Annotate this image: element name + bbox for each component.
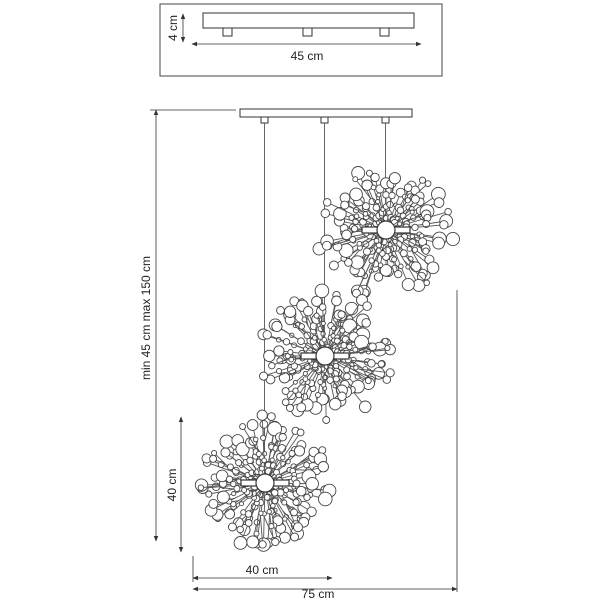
crystal-bead xyxy=(260,420,268,428)
crystal-bead xyxy=(272,321,282,331)
shade-hub-bulb xyxy=(377,221,395,239)
crystal-bead xyxy=(419,177,425,183)
crystal-bead xyxy=(323,417,330,424)
crystal-bead xyxy=(289,451,295,457)
crystal-bead xyxy=(371,173,379,181)
crystal-bead xyxy=(228,523,236,531)
crystal-bead xyxy=(334,338,340,344)
crystal-bead xyxy=(315,393,320,398)
crystal-bead xyxy=(293,388,298,393)
crystal-bead xyxy=(245,520,252,527)
shade-hub-bulb xyxy=(316,347,334,365)
crystal-bead xyxy=(234,537,247,550)
crystal-bead xyxy=(240,424,246,430)
crystal-bead xyxy=(282,399,289,406)
crystal-bead xyxy=(323,375,327,379)
crystal-bead xyxy=(363,302,372,311)
crystal-bead xyxy=(269,363,275,369)
crystal-bead xyxy=(376,200,380,204)
crystal-bead xyxy=(363,203,370,210)
crystal-bead xyxy=(279,532,290,543)
crystal-bead xyxy=(264,350,275,361)
crystal-bead xyxy=(277,307,285,315)
crystal-bead xyxy=(392,257,397,262)
crystal-bead xyxy=(405,198,410,203)
crystal-bead xyxy=(340,328,345,333)
crystal-bead xyxy=(329,261,338,270)
total-height-label: min 45 cm max 150 cm xyxy=(139,255,153,381)
crystal-bead xyxy=(363,212,368,217)
crystal-bead xyxy=(301,394,307,400)
crystal-bead xyxy=(399,264,404,269)
crystal-bead xyxy=(209,499,218,508)
crystal-bead xyxy=(318,380,323,385)
shade-top xyxy=(313,167,460,299)
shade-width-label: 40 cm xyxy=(245,563,279,577)
crystal-bead xyxy=(254,531,259,536)
crystal-bead xyxy=(341,201,349,209)
crystal-bead xyxy=(298,338,305,345)
crystal-bead xyxy=(411,262,421,272)
crystal-bead xyxy=(241,510,246,515)
crystal-bead xyxy=(293,499,299,505)
crystal-bead xyxy=(362,180,372,190)
shade-hub-bulb xyxy=(256,474,274,492)
crystal-bead xyxy=(293,480,300,487)
crystal-bead xyxy=(299,324,305,330)
canopy-clamp-left xyxy=(261,117,268,123)
crystal-bead xyxy=(342,230,352,240)
crystal-bead xyxy=(423,248,429,254)
crystal-bead xyxy=(323,199,331,207)
crystal-bead xyxy=(281,456,285,460)
crystal-bead xyxy=(268,413,276,421)
crystal-bead xyxy=(256,451,261,456)
canopy-clamp-center xyxy=(321,117,328,123)
crystal-bead xyxy=(354,366,358,370)
crystal-bead xyxy=(385,346,390,351)
crystal-bead xyxy=(341,342,347,348)
crystal-bead xyxy=(318,462,328,472)
crystal-bead xyxy=(276,369,281,374)
crystal-bead xyxy=(371,185,376,190)
crystal-bead xyxy=(288,350,293,355)
crystal-bead xyxy=(278,445,286,453)
crystal-bead xyxy=(242,488,247,493)
crystal-bead xyxy=(322,241,331,250)
crystal-bead xyxy=(424,280,430,286)
crystal-bead xyxy=(296,486,306,496)
shade-middle xyxy=(258,284,396,423)
crystal-bead xyxy=(220,435,233,448)
crystal-bead xyxy=(291,509,298,516)
canopy-mount-right xyxy=(380,28,389,36)
crystal-bead xyxy=(329,398,341,410)
crystal-bead xyxy=(349,215,354,220)
crystal-bead xyxy=(332,296,342,306)
crystal-bead xyxy=(333,376,339,382)
crystal-bead xyxy=(338,311,345,318)
crystal-bead xyxy=(319,304,326,311)
crystal-bead xyxy=(397,207,404,214)
crystal-bead xyxy=(198,485,204,491)
crystal-bead xyxy=(363,248,370,255)
crystal-bead xyxy=(284,306,295,317)
crystal-bead xyxy=(236,460,242,466)
crystal-bead xyxy=(283,339,289,345)
crystal-bead xyxy=(294,523,303,532)
crystal-bead xyxy=(227,464,233,470)
crystal-bead xyxy=(368,360,376,368)
shade-height-label: 40 cm xyxy=(165,468,179,502)
canopy-width-label: 45 cm xyxy=(290,49,324,63)
crystal-bead xyxy=(357,241,362,246)
crystal-bead xyxy=(237,526,244,533)
crystal-bead xyxy=(283,517,287,521)
crystal-bead xyxy=(434,198,444,208)
crystal-bead xyxy=(389,173,400,184)
crystal-bead xyxy=(321,321,325,325)
crystal-bead xyxy=(410,210,414,214)
canopy-height-label: 4 cm xyxy=(166,14,180,42)
crystal-bead xyxy=(404,184,412,192)
crystal-bead xyxy=(407,247,412,252)
crystal-bead xyxy=(271,503,276,508)
crystal-bead xyxy=(369,258,374,263)
crystal-bead xyxy=(314,313,319,318)
total-width-label: 75 cm xyxy=(301,587,335,600)
crystal-bead xyxy=(350,188,363,201)
crystal-bead xyxy=(291,533,299,541)
crystal-bead xyxy=(247,536,259,548)
crystal-bead xyxy=(253,437,258,442)
crystal-bead xyxy=(240,502,244,506)
crystal-bead xyxy=(389,192,395,198)
crystal-bead xyxy=(321,209,330,218)
crystal-bead xyxy=(344,373,351,380)
crystal-bead xyxy=(304,494,310,500)
crystal-bead xyxy=(395,270,402,277)
canopy-plate-top xyxy=(203,13,414,28)
canopy-mount-left xyxy=(223,28,232,36)
crystal-bead xyxy=(386,369,394,377)
crystal-bead xyxy=(279,434,286,441)
crystal-bead xyxy=(304,307,313,316)
crystal-bead xyxy=(374,273,382,281)
crystal-bead xyxy=(319,492,333,506)
crystal-bead xyxy=(257,410,267,420)
crystal-bead xyxy=(254,520,259,525)
crystal-bead xyxy=(362,319,371,328)
crystal-bead xyxy=(446,232,459,245)
shade-bottom xyxy=(195,410,336,551)
crystal-bead xyxy=(365,378,371,384)
crystal-bead xyxy=(221,448,230,457)
crystal-bead xyxy=(263,331,271,339)
crystal-bead xyxy=(232,492,236,496)
crystal-bead xyxy=(282,500,287,505)
canopy-plate xyxy=(240,109,412,117)
crystal-bead xyxy=(306,478,319,491)
crystal-bead xyxy=(217,491,229,503)
crystal-bead xyxy=(212,450,217,455)
crystal-bead xyxy=(383,192,390,199)
crystal-bead xyxy=(294,446,304,456)
crystal-bead xyxy=(303,371,307,375)
crystal-bead xyxy=(315,284,329,298)
crystal-bead xyxy=(210,455,217,462)
canopy-mount-center xyxy=(303,28,312,36)
crystal-bead xyxy=(293,380,297,384)
crystal-bead xyxy=(304,462,310,468)
crystal-bead xyxy=(344,367,350,373)
crystal-bead xyxy=(433,237,445,249)
side-view xyxy=(139,109,460,600)
crystal-bead xyxy=(260,466,265,471)
crystal-bead xyxy=(247,457,253,463)
crystal-bead xyxy=(260,372,268,380)
crystal-bead xyxy=(353,177,358,182)
crystal-bead xyxy=(270,458,274,462)
crystal-bead xyxy=(269,524,274,529)
crystal-bead xyxy=(354,214,359,219)
crystal-bead xyxy=(303,377,308,382)
crystal-bead xyxy=(282,388,289,395)
crystal-bead xyxy=(322,337,327,342)
crystal-bead xyxy=(272,538,279,545)
crystal-bead xyxy=(440,221,448,229)
crystal-bead xyxy=(259,541,266,548)
crystal-bead xyxy=(297,429,304,436)
crystal-bead xyxy=(369,343,377,351)
crystal-bead xyxy=(445,208,452,215)
crystal-bead xyxy=(402,278,414,290)
crystal-bead xyxy=(378,361,384,367)
canopy-detail xyxy=(160,4,442,76)
crystal-bead xyxy=(225,509,235,519)
canopy-clamp-right xyxy=(382,117,389,123)
crystal-bead xyxy=(321,332,325,336)
crystal-bead xyxy=(347,344,353,350)
crystal-bead xyxy=(279,373,289,383)
crystal-bead xyxy=(411,195,419,203)
crystal-bead xyxy=(267,510,271,514)
crystal-bead xyxy=(425,181,431,187)
crystal-bead xyxy=(359,401,371,413)
crystal-bead xyxy=(297,403,306,412)
crystal-bead xyxy=(247,420,258,431)
crystal-bead xyxy=(262,452,266,456)
crystal-bead xyxy=(412,224,418,230)
crystal-bead xyxy=(274,346,284,356)
crystal-bead xyxy=(226,476,232,482)
